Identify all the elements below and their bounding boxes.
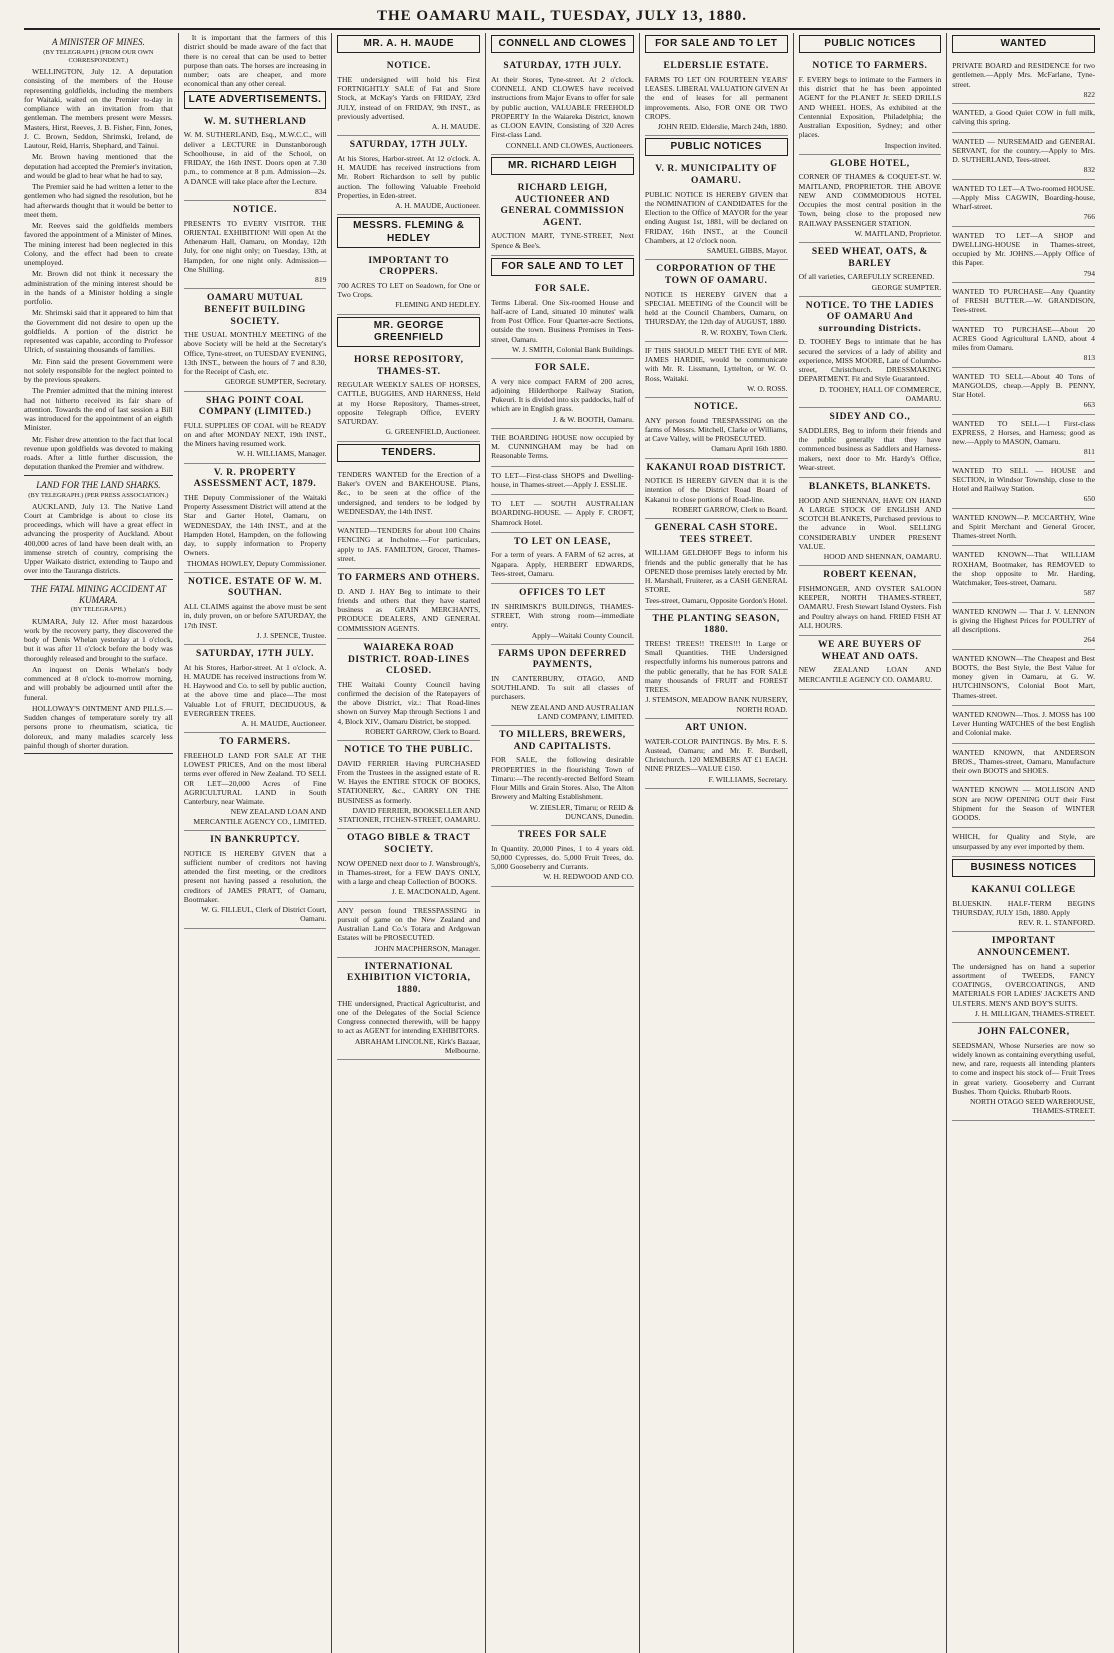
ad-heading: JOHN FALCONER,	[977, 1027, 1070, 1038]
advertisement	[184, 289, 327, 391]
columns	[24, 33, 1100, 1653]
ad-signature: DAVID FERRIER, BOOKSELLER AND STATIONER, ITCHEN-STREET, OAMARU.	[338, 805, 481, 825]
advertisement	[952, 744, 1095, 782]
advertisement	[645, 342, 788, 398]
ad-body: NOTICE IS HEREBY GIVEN that a SPECIAL MEETING of the Council will be held at the Council Chambers, Oamaru, on THURSDAY, the 12th day of AUGUST, 1880.	[644, 289, 788, 327]
advertisement	[952, 133, 1095, 180]
ad-body: NOTICE IS HEREBY GIVEN that a sufficient number of creditors not having attended the first meeting, or the creditors present not having passed a resolution, the creditors of JAMES PRATT, of Oamaru, Bootmaker.	[183, 848, 327, 904]
ad-signature: ROBERT GARROW, Clerk to Board.	[365, 726, 481, 736]
ad-signature: 794	[1083, 268, 1095, 278]
advertisement	[952, 415, 1095, 462]
ad-body: WANTED KNOWN — MOLLISON AND SON are NOW OPENING OUT their First Shipment for the Season of WINTER GOODS.	[952, 785, 1095, 823]
divider	[24, 579, 173, 580]
section-heading: MR. GEORGE GREENFIELD	[337, 317, 480, 347]
advertisement	[491, 533, 634, 584]
ad-signature: A. H. MAUDE, Auctioneer.	[395, 201, 481, 211]
ad-heading: TO FARMERS.	[219, 737, 291, 748]
column-2	[178, 33, 332, 1653]
ad-signature: 811	[1083, 447, 1095, 457]
ad-heading: CORPORATION OF THE TOWN OF OAMARU.	[656, 264, 777, 286]
section-heading: FOR SALE AND TO LET	[491, 258, 634, 276]
advertisement	[491, 359, 634, 429]
ad-body: DAVID FERRIER Having PURCHASED From the Trustees in the assigned estate of R. W. Hayes the ENTIRE STOCK OF BOOKS, STATIONERY, &c., CARRY ON THE BUSINESS as formerly.	[337, 758, 481, 805]
ad-body: WHICH, for Quality and Style, are unsurpassed by any ever imported by them.	[952, 832, 1095, 851]
ad-body: Terms Liberal. One Six-roomed House and half-acre of Land, situated 10 minutes' walk from Post Office. Four Quarter-acre Sections, outside the town. Business Premises in Tees-street, Oamaru.	[491, 297, 634, 344]
ad-body: WANTED TO SELL—1 First-class EXPRESS, 2 Horses, and Harness; good as new.—Apply to MASON, Oamaru.	[952, 418, 1095, 447]
ad-signature: 663	[1083, 400, 1095, 410]
advertisement	[491, 467, 634, 496]
advertisement	[337, 522, 480, 569]
ad-heading: V. R. PROPERTY ASSESSMENT ACT, 1879.	[193, 467, 317, 490]
ad-body: FARMS TO LET ON FOURTEEN YEARS' LEASES. LIBERAL VALUATION GIVEN At the end of leases for all permanent improvements. Also, FOR ONE OR TWO CROPS.	[644, 74, 788, 121]
ad-body: W. M. SUTHERLAND, Esq., M.W.C.C., will deliver a LECTURE in Dunstanborough Schoolhouse, in aid of the School, on FRIDAY, the 16th INST. Doors open at 7.30 p.m., to commence at 8 p.m. Admission—2s. A DANCE will take place after the Lecture.	[183, 130, 327, 186]
section-heading: PUBLIC NOTICES	[645, 138, 788, 156]
advertisement	[337, 136, 480, 215]
advertisement	[491, 57, 634, 155]
ad-signature: HOOD AND SHENNAN, OAMARU.	[823, 552, 942, 562]
section-heading: PUBLIC NOTICES	[799, 35, 942, 53]
article-paragraph: The Premier said he had written a letter to the gentlemen who had signed the resolution, but he had afterwards thought that it would be better to meet them.	[24, 182, 173, 219]
ad-heading: WE ARE BUYERS OF WHEAT AND OATS.	[818, 640, 922, 662]
ad-signature: GEORGE SUMPTER, Secretary.	[224, 377, 327, 387]
advertisement	[952, 1023, 1095, 1121]
ad-signature: G. GREENFIELD, Auctioneer.	[385, 427, 481, 437]
ad-heading: NOTICE.	[386, 61, 431, 72]
ad-heading: NOTICE.	[233, 205, 278, 216]
ad-heading: GENERAL CASH STORE. TEES STREET.	[654, 523, 778, 545]
ad-heading: V. R. MUNICIPALITY OF OAMARU.	[655, 164, 778, 187]
ad-signature: NORTH OTAGO SEED WAREHOUSE, THAMES-STREET.	[970, 1097, 1095, 1116]
advertisement	[184, 201, 327, 289]
ad-body: WANTED KNOWN—P. MCCARTHY, Wine and Spirit Merchant and General Grocer, Thames-street North.	[952, 512, 1095, 541]
ad-body: D. AND J. HAY Beg to intimate to their friends and others that they have started business as GRAIN MERCHANTS, PRODUCE DEALERS, AND GENERAL COMMISSION AGENTS.	[337, 586, 481, 633]
ad-signature: 264	[1083, 635, 1095, 645]
ad-heading: TO MILLERS, BREWERS, AND CAPITALISTS.	[499, 730, 626, 752]
ad-heading: KAKANUI ROAD DISTRICT.	[646, 462, 786, 473]
ad-body: TENDERS WANTED for the Erection of a Baker's OVEN and BAKEHOUSE. Plans, &c., to be seen at the office of the undersigned, and tenders to be lodged by WEDNESDAY, the 14th INST.	[337, 469, 481, 516]
ad-heading: ROBERT KEENAN,	[823, 570, 917, 581]
advertisement	[491, 645, 634, 726]
ad-heading: FOR SALE.	[534, 363, 590, 374]
article-paragraph: Mr. Brown did not think it necessary the administration of the mining interest should be in the hands of a Minister holding a single portfolio.	[24, 269, 173, 307]
column-5	[639, 33, 793, 1653]
ad-signature: A. H. MAUDE.	[431, 122, 481, 132]
ad-heading: NOTICE. TO THE LADIES OF OAMARU And surrounding Districts.	[805, 300, 935, 334]
advertisement	[799, 297, 942, 408]
ad-body: HOOD AND SHENNAN, HAVE ON HAND A LARGE STOCK OF ENGLISH AND SCOTCH BLANKETS, Purchased previous to the advance in Wool. SELLING CONSIDERABLY UNDER PRESENT VALUE.	[798, 495, 942, 551]
advertisement	[491, 826, 634, 887]
advertisement	[952, 881, 1095, 932]
advertisement	[952, 57, 1095, 104]
ad-body: IN CANTERBURY, OTAGO, AND SOUTHLAND. To suit all classes of purchasers.	[491, 673, 634, 702]
ad-body: WANTED — NURSEMAID and GENERAL SERVANT, for the country.—Apply to Mrs. D. SUTHERLAND, Tees-street.	[952, 136, 1095, 165]
ad-signature: JOHN MACPHERSON, Manager.	[374, 943, 481, 953]
ad-signature: SAMUEL GIBBS, Mayor.	[706, 246, 788, 256]
ad-heading: OFFICES TO LET	[519, 588, 606, 599]
advertisement	[491, 584, 634, 645]
advertisement	[337, 57, 480, 136]
ad-heading: RICHARD LEIGH, AUCTIONEER AND GENERAL COMMISSION AGENT.	[500, 182, 625, 228]
article	[24, 480, 173, 580]
advertisement	[799, 155, 942, 243]
advertisement	[337, 741, 480, 829]
ad-body: ANY person found TRESPASSING on the farms of Messrs. Mitchell, Clarke or Williams, at Cave Valley, will be PROSECUTED.	[644, 415, 788, 444]
ad-body: CORNER OF THAMES & COQUET-ST. W. MAITLAND, PROPRIETOR. THE ABOVE NEW AND COMMODIOUS HOTEL Occupies the most central position in the Town, being close to the proposed new RAILWAY PASSENGER STATION.	[798, 172, 942, 228]
article-title: LAND FOR THE LAND SHARKS.	[36, 479, 161, 490]
article-paragraph: KUMARA, July 12. After most hazardous work by the recovery party, they discovered the body of Denis Whelan yesterday at 1 o'clock, but it was after 11 o'clock before the body was thoroughly released and brought to the surface.	[24, 616, 173, 663]
article-paragraph: AUCKLAND, July 13. The Native Land Court at Cambridge is about to close its proceedings, which will have a great effect in advancing the prosperity of Auckland. About 400,000 acres of land have been dealt with, an immense stretch of country, comprising the Upper Waikato district, extending to Taupo and over into the Tauranga districts.	[24, 501, 173, 576]
ad-body: D. TOOHEY Begs to intimate that he has secured the services of a lady of ability and experience, MISS MOORE, Late of Columbo-street, Christchurch. DRESSMAKING DEPARTMENT. Fit and Style Guaranteed.	[798, 337, 942, 384]
section-heading: FOR SALE AND TO LET	[645, 35, 788, 53]
ad-signature: 813	[1083, 353, 1095, 363]
article-paragraph: The Premier admitted that the mining interest had not hitherto received its fair share of attention. Towards the end of last session a Bill was introduced for the appointment of an eighth Minister.	[24, 386, 173, 433]
ad-body: In Quantity. 20,000 Pines, 1 to 4 years old. 50,000 Cypresses, do. 5,000 Fruit Trees, do. 5,000 Gooseberry and Currants.	[491, 843, 634, 872]
ad-signature: J. J. SPENCE, Trustee.	[256, 630, 327, 640]
ad-body: THE undersigned will hold his First FORTNIGHTLY SALE of Fat and Store Stock, at McKay's Yards on FRIDAY, 23rd JULY, instead of on FRIDAY, 9th INST., as previously advertised.	[337, 74, 481, 121]
ad-body: At his Stores, Harbor-street. At 1 o'clock. A. H. MAUDE has received instructions from W. H. Haywood and Co. to sell by public auction, at the above time and place—The most Valuable Lot of FRUIT, DECIDUOUS, & EVERGREEN TREES.	[183, 662, 327, 718]
divider	[24, 753, 173, 754]
ad-signature: W. H. REDWOOD AND CO.	[543, 872, 634, 882]
ad-body: NOW OPENED next door to J. Wansbrough's, in Thames-street, for a FEW DAYS ONLY, with a large and cheap Collection of BOOKS.	[337, 858, 481, 887]
advertisement	[952, 180, 1095, 227]
ad-body: FREEHOLD LAND FOR SALE AT THE LOWEST PRICES, And on the most liberal terms ever offered in New Zealand. TO SELL OR LET—20,000 Acres of Fine AGRICULTURAL LAND in South Canterbury, near Waimate.	[183, 750, 327, 807]
ad-heading: ART UNION.	[685, 722, 748, 733]
advertisement	[799, 57, 942, 155]
ad-body: F. EVERY begs to intimate to the Farmers in this district that he has been appointed AGENT for the PLANET Jr. SEED DRILLS AND WHEEL HOES, As exhibited at the Centennial Exposition, Philadelphia; the Australian Exposition, Sydney; and other places.	[798, 74, 942, 140]
ad-signature: D. TOOHEY, HALL OF COMMERCE, OAMARU.	[819, 384, 942, 403]
ad-body: SEEDSMAN, Whose Nurseries are now so widely known as containing everything useful, new, and rare, requests all intending planters to come and inspect his stock of— Fruit Trees in great variety. Gooseberry and Currant Bushes. Thorn Quicks. Rhubarb Roots.	[952, 1040, 1095, 1096]
ad-body: WANTED, a Good Quiet COW in full milk, calving this spring.	[952, 108, 1095, 127]
ad-signature: Inspection invited.	[884, 140, 942, 150]
ad-body: IF THIS SHOULD MEET THE EYE of MR. JAMES HARDIE, would be communicate with Mr. R. Lissmann, Lyttelton, or W. O. Ross, Waitaki.	[644, 345, 788, 383]
ad-heading: BLANKETS, BLANKETS.	[808, 482, 931, 493]
article-title: THE FATAL MINING ACCIDENT AT KUMARA.	[30, 583, 167, 605]
advertisement	[952, 509, 1095, 547]
article-byline: (BY TELEGRAPH.)	[70, 606, 126, 614]
ad-signature: Oamaru April 16th 1880.	[711, 444, 788, 454]
ad-body: WANTED TO SELL — HOUSE and SECTION, in Windsor Township, close to the Hotel and Railway Station.	[952, 465, 1095, 494]
ad-heading: OAMARU MUTUAL BENEFIT BUILDING SOCIETY.	[204, 293, 306, 327]
section-heading: BUSINESS NOTICES	[952, 859, 1095, 877]
ad-heading: SEED WHEAT, OATS, & BARLEY	[811, 247, 928, 269]
ad-body: REGULAR WEEKLY SALES OF HORSES, CATTLE, BUGGIES, AND HARNESS, Held at my Horse Repository, Thames-street, opposite Telegraph Office, EVERY SATURDAY.	[337, 380, 481, 427]
advertisement	[491, 495, 634, 533]
advertisement	[337, 958, 480, 1060]
advertisement	[337, 902, 480, 958]
advertisement	[184, 645, 327, 733]
advertisement	[645, 610, 788, 719]
advertisement	[952, 227, 1095, 283]
section-heading: MESSRS. FLEMING & HEDLEY	[337, 217, 480, 247]
ad-body: NOTICE IS HEREBY GIVEN that it is the intention of the District Road Board of Kakanui to close portions of Road-line.	[644, 476, 788, 504]
advertisement	[337, 466, 480, 522]
ad-heading: NOTICE TO FARMERS.	[812, 61, 928, 72]
advertisement	[337, 351, 480, 442]
ad-heading: INTERNATIONAL EXHIBITION VICTORIA, 1880.	[346, 961, 471, 996]
ad-heading: IN BANKRUPTCY.	[210, 834, 300, 845]
ad-signature: W. G. FILLEUL, Clerk of District Court, Oamaru.	[201, 905, 327, 924]
ad-body: SADDLERS, Beg to inform their friends and the public generally that they have commenced business as Saddlers and Harness-makers, next door to Mr. Hardy's Office, Wear-street.	[798, 425, 942, 472]
ad-body: WANTED KNOWN—Thos. J. MOSS has 100 Lever Hunting WATCHES of the best English and Colonial make.	[952, 709, 1095, 738]
advertisement	[337, 252, 480, 315]
ad-heading: NOTICE. ESTATE OF W. M. SOUTHAN.	[187, 576, 323, 599]
section-heading: TENDERS.	[337, 444, 480, 462]
advertisement	[799, 566, 942, 636]
advertisement	[491, 179, 634, 256]
ad-body: FOR SALE, the following desirable PROPERTIES in the flourishing Town of Timaru:—The recently-erected Belford Steam Flour Mills and Grain Stores. Also, The Alton Brewery and Malting Establishment.	[491, 755, 634, 802]
article-paragraph: Mr. Fisher drew attention to the fact that local revenue upon goldfields was devoted to making roads. After a little further discussion, the deputation thanked the Premier and withdrew.	[24, 434, 173, 472]
column-7	[946, 33, 1100, 1653]
ad-signature: 819	[315, 275, 327, 285]
ad-signature: A. H. MAUDE, Auctioneer.	[241, 719, 327, 729]
ad-signature: J. STEMSON, MEADOW BANK NURSERY, NORTH ROAD.	[645, 695, 788, 714]
ad-signature: ABRAHAM LINCOLNE, Kirk's Bazaar, Melbourne.	[354, 1036, 481, 1055]
advertisement	[952, 368, 1095, 415]
ad-body: IN SHRIMSKI'S BUILDINGS, THAMES-STREET, With strong room—immediate entry.	[491, 601, 634, 630]
ad-heading: OTAGO BIBLE & TRACT SOCIETY.	[347, 833, 471, 856]
ad-signature: W. ZIESLER, Timaru; or REID & DUNCANS, Dunedin.	[529, 802, 634, 821]
ad-heading: ELDERSLIE ESTATE.	[663, 61, 769, 72]
ad-signature: 766	[1083, 212, 1095, 222]
ad-signature: J. H. MILLIGAN, THAMES-STREET.	[974, 1008, 1095, 1018]
ad-body: AUCTION MART, TYNE-STREET, Next Spence & Bee's.	[491, 231, 634, 250]
ad-signature: R. W. ROXBY, Town Clerk.	[701, 327, 788, 337]
article-paragraph: It is important that the farmers of this district should be made aware of the fact that there is no cereal that can be used to better purpose than oats. The horses are increasing in number; oats are cheaper, and more economical than any other cereal.	[183, 33, 327, 89]
ad-body: WANTED TO PURCHASE—About 20 ACRES Good Agricultural LAND, about 4 miles from Oamaru.	[952, 324, 1095, 353]
ad-signature: REV. R. L. STANFORD.	[1018, 918, 1095, 928]
ad-signature: F. WILLIAMS, Secretary.	[708, 774, 788, 784]
advertisement	[491, 280, 634, 359]
ad-heading: SATURDAY, 17TH JULY.	[349, 140, 468, 151]
intro-article	[184, 33, 327, 89]
ad-signature: W. H. WILLIAMS, Manager.	[236, 449, 327, 459]
ad-body: WANTED KNOWN—The Cheapest and Best BOOTS, the Best Style, the Best Value for money given in Oamaru, at G. W. HUTCHINSON'S, Colonial Boot Mart, Thames-street.	[952, 653, 1095, 700]
advertisement	[184, 392, 327, 464]
section-heading: MR. A. H. MAUDE	[337, 35, 480, 53]
ad-body: The undersigned has on hand a superior assortment of TWEEDS, FANCY COATINGS, OVERCOATINGS, AND MATERIALS FOR LADIES' JACKETS AND ULSTERS. MEN'S AND BOY'S SUITS.	[952, 961, 1095, 1008]
masthead: THE OAMARU MAIL, TUESDAY, JULY 13, 1880.	[24, 8, 1100, 30]
ad-signature: NEW ZEALAND AND AUSTRALIAN LAND COMPANY, LIMITED.	[511, 702, 634, 721]
ad-body: NEW ZEALAND LOAN AND MERCANTILE AGENCY CO. OAMARU.	[798, 665, 942, 684]
ad-signature: 822	[1083, 89, 1095, 99]
ad-body: WATER-COLOR PAINTINGS. By Mrs. F. S. Austead, Oamaru; and Mr. F. Burdsell, Christchurch. 120 MEMBERS AT £1 EACH. NINE PRIZES—VALUE £150.	[644, 736, 788, 774]
advertisement	[645, 398, 788, 459]
article-title: A MINISTER OF MINES.	[51, 37, 145, 47]
ad-signature: JOHN REID. Elderslie, March 24th, 1880.	[657, 122, 788, 132]
ad-heading: W. M. SUTHERLAND	[203, 116, 307, 127]
ad-body: BLUESKIN. HALF-TERM BEGINS THURSDAY, JULY 15th, 1880. Apply	[952, 898, 1095, 917]
column-4	[485, 33, 639, 1653]
advertisement	[952, 546, 1095, 602]
ad-heading: THE PLANTING SEASON, 1880.	[652, 613, 780, 636]
article-paragraph: Mr. Finn said the present Government were not solely responsible for the neglect pointed to by the previous speakers.	[24, 356, 173, 385]
ad-body: WANTED—TENDERS for about 100 Chains FENCING at Incholme.—For particulars, apply to JAS. FAMILTON, Grocer, Thames-street.	[337, 526, 481, 563]
ad-signature: 832	[1083, 165, 1095, 175]
advertisement	[645, 57, 788, 136]
ad-signature: W. MAITLAND, Proprietor.	[854, 228, 942, 238]
ad-body: WANTED TO LET—A Two-roomed HOUSE.—Apply Miss CAGWIN, Boarding-house, Wharf-street.	[952, 183, 1095, 212]
ad-signature: GEORGE SUMPTER.	[871, 282, 942, 292]
advertisement	[184, 733, 327, 831]
ad-body: THE Deputy Commissioner of the Waitaki Property Assessment District will attend at the Star and Garter Hotel, Oamaru, on WEDNESDAY, the 14th INST., and at the Hampden Hotel, Hampden, on the following day, to supply information to Property Owners.	[183, 492, 327, 558]
ad-heading: TO FARMERS AND OTHERS.	[337, 573, 480, 584]
ad-heading: NOTICE TO THE PUBLIC.	[344, 745, 474, 756]
ad-body: WANTED KNOWN — That J. V. LENNON is giving the Highest Prices for POULTRY of all descriptions.	[952, 606, 1095, 635]
ad-signature: CONNELL AND CLOWES, Auctioneers.	[505, 140, 634, 150]
article-paragraph: Mr. Brown having mentioned that the deputation had accepted the Premier's invitation, and would be glad to hear what he had to say,	[24, 152, 173, 180]
advertisement	[952, 603, 1095, 650]
ad-body: PRIVATE BOARD and RESIDENCE for two gentlemen.—Apply Mrs. McFarlane, Tyne-street.	[952, 61, 1095, 89]
article-paragraph: HOLLOWAY'S OINTMENT AND PILLS.— Sudden changes of temperature sorely try all persons prone to rheumatism, sciatica, tic doloreux, and many maladies scarcely less painful though of shorter duration.	[24, 703, 173, 750]
ad-body: WANTED TO LET—A SHOP and DWELLING-HOUSE in Thames-street, occupied by Mr. JOHNS.—Apply Office of this Paper.	[952, 230, 1095, 268]
advertisement	[645, 160, 788, 260]
article-paragraph: WELLINGTON, July 12. A deputation consisting of the members of the House representing goldfields, including the members for Waitaki, waited on the Premier to-day in compliance with an invitation from that gentleman. The members present were Messrs. Masters, Hirst, Reeves, J. B. Fisher, Finn, Jones, J. C. Brown, Seddon, Shrimski, Ireland, de Lautour, Reid, Harris, Shephard, and Tainui.	[24, 67, 173, 151]
ad-heading: FOR SALE.	[534, 283, 590, 294]
ad-body: WANTED TO PURCHASE—Any Quantity of FRESH BUTTER.—W. GRANDISON, Tees-street.	[952, 286, 1095, 315]
ad-signature: FLEMING AND HEDLEY.	[395, 300, 481, 310]
ad-heading: FARMS UPON DEFERRED PAYMENTS,	[498, 648, 627, 671]
advertisement	[799, 408, 942, 478]
ad-heading: NOTICE.	[694, 402, 739, 413]
ad-heading: SATURDAY, 17TH JULY.	[503, 61, 622, 72]
ad-body: THE USUAL MONTHLY MEETING of the above Society will be held at the Secretary's Office, Tyne-street, on TUESDAY EVENING, 13th INST., between the hours of 7 and 8.30, for the Receipt of Cash, etc.	[183, 330, 327, 377]
ad-body: 700 ACRES TO LET on Seadown, for One or Two Crops.	[337, 280, 481, 300]
column-1	[24, 33, 178, 1653]
ad-heading: SIDEY AND CO.,	[829, 412, 911, 423]
ad-body: At his Stores, Harbor-street. At 12 o'clock. A. H. MAUDE has received instructions from Mr. Robert Richardson to sell by public auction. The following Valuable Freehold Properties, in Eden-street.	[337, 153, 481, 200]
ad-heading: IMPORTANT TO CROPPERS.	[368, 255, 450, 278]
ad-body: PRESENTS TO EVERY VISITOR. THE ORIENTAL EXHIBITION! Will open At the Athenæum Hall, Oamaru, on Monday, 12th July, for one night only; on Tuesday, 13th, at Hampden, for one night only. Admission—One Shilling.	[183, 218, 327, 274]
ad-signature: Tees-street, Oamaru, Opposite Gordon's Hotel.	[645, 595, 788, 605]
advertisement	[491, 429, 634, 467]
ad-body: WANTED KNOWN—That WILLIAM ROXHAM, Bootmaker, has REMOVED to the shop opposite to Mr. Harding, Watchmaker, Tees-street, Oamaru.	[952, 550, 1095, 588]
ad-heading: IMPORTANT ANNOUNCEMENT.	[977, 936, 1071, 959]
advertisement	[184, 831, 327, 929]
advertisement	[952, 321, 1095, 368]
advertisement	[952, 706, 1095, 744]
ad-body: WANTED KNOWN, that ANDERSON BROS., Thames-street, Oamaru, Manufacture their own BOOTS and SHOES.	[952, 747, 1095, 776]
article-byline: (BY TELEGRAPH.) (PER PRESS ASSOCIATION.)	[28, 491, 169, 499]
ad-body: THE Waitaki County Council having confirmed the decision of the Ratepayers of the above District, viz.: That Road-lines shown on Survey Map through Sections 1 and 4, Block XIV., Oamaru District, be stopped.	[337, 679, 481, 726]
advertisement	[799, 478, 942, 566]
ad-body: ALL CLAIMS against the above must be sent in, duly proven, on or before SATURDAY, the 17th INST.	[183, 602, 327, 630]
ad-body: PUBLIC NOTICE IS HEREBY GIVEN that the NOMINATION of CANDIDATES for the Election to the Office of MAYOR for the year ending August 1st, 1881, will be declared on FRIDAY, 16th INST., at the Council Chambers, at 12 o'clock noon.	[644, 189, 788, 245]
ad-body: TO LET — SOUTH AUSTRALIAN BOARDING-HOUSE. — Apply F. CROFT, Shamrock Hotel.	[491, 499, 634, 527]
ad-body: FISHMONGER, AND OYSTER SALOON KEEPER, NORTH THAMES-STREET, OAMARU. Fresh Stewart Island Oysters. Fish and Poultry always on hand. FRIED FISH AT ALL HOURS.	[798, 583, 942, 630]
advertisement	[491, 726, 634, 826]
ad-signature: J. & W. BOOTH, Oamaru.	[552, 414, 634, 424]
advertisement	[337, 569, 480, 639]
advertisement	[184, 464, 327, 573]
ad-signature: 587	[1083, 588, 1095, 598]
ad-heading: HORSE REPOSITORY, THAMES-ST.	[353, 355, 464, 377]
ad-signature: J. E. MACDONALD, Agent.	[391, 887, 481, 897]
article	[24, 584, 173, 754]
ad-body: TO LET—First-class SHOPS and Dwelling-house, in Thames-street.—Apply J. ESSLIE.	[491, 470, 634, 489]
ad-heading: SHAG POINT COAL COMPANY (LIMITED.)	[198, 395, 312, 418]
article-paragraph: An inquest on Denis Whelan's body commenced at 8 o'clock to-morrow morning, and will probably be adjourned until after the funeral.	[24, 664, 173, 702]
ad-heading: GLOBE HOTEL,	[830, 158, 910, 169]
ad-body: Of all varieties, CAREFULLY SCREENED.	[798, 272, 935, 282]
section-heading: CONNELL AND CLOWES	[491, 35, 634, 53]
article-byline: (BY TELEGRAPH.) (FROM OUR OWN CORRESPONDENT.)	[43, 48, 154, 64]
advertisement	[645, 519, 788, 610]
article-paragraph: Mr. Reeves said the goldfields members favored the appointment of a Minister of Mines. The mining interest had been neglected in this Colony, and the effect had been to create unemployed.	[24, 221, 173, 268]
ad-body: FULL SUPPLIES OF COAL will be READY on and after MONDAY NEXT, 19th INST., the Miners having resumed work.	[183, 420, 327, 449]
advertisement	[952, 932, 1095, 1023]
column-3	[331, 33, 485, 1653]
advertisement	[799, 636, 942, 690]
advertisement	[645, 719, 788, 789]
section-heading: LATE ADVERTISEMENTS.	[184, 91, 327, 109]
divider	[24, 475, 173, 476]
ad-body: TREES! TREES!! TREES!!! In Large or Small Quantities. THE Undersigned respectfully informs his numerous patrons and the public generally, that he has FOR SALE many thousands of FRUIT and FOREST TREES.	[644, 638, 788, 695]
ad-heading: SATURDAY, 17TH JULY.	[196, 649, 315, 660]
advertisement	[645, 260, 788, 341]
article-paragraph: Mr. Shrimski said that it appeared to him that the Government did not desire to open up the goldfields. A portion of the district he represented was capable, according to Professor Ulrich, of sustaining thousands of families.	[24, 308, 173, 355]
ad-signature: 650	[1083, 494, 1095, 504]
advertisement	[184, 573, 327, 645]
advertisement	[952, 462, 1095, 509]
ad-body: THE undersigned, Practical Agriculturist, and one of the Delegates of the Social Science Congress connected therewith, will be happy to act as AGENT for intending EXHIBITORS.	[337, 998, 481, 1036]
advertisement	[952, 104, 1095, 133]
advertisement	[337, 639, 480, 741]
ad-body: At their Stores, Tyne-street. At 2 o'clock. CONNELL AND CLOWES have received instructions from Major Evans to offer for sale by public auction, VALUABLE FREEHOLD PROPERTY In the Waiareka District, known as CLOON EAVIN, Consisting of 320 Acres First-class Land.	[491, 74, 634, 140]
section-heading: MR. RICHARD LEIGH	[491, 157, 634, 175]
ad-heading: KAKANUI COLLEGE	[971, 885, 1076, 896]
ad-heading: TO LET ON LEASE,	[514, 536, 611, 547]
advertisement	[952, 781, 1095, 828]
section-heading: WANTED	[952, 35, 1095, 53]
ad-body: WANTED TO SELL—About 40 Tons of MANGOLDS, cheap.—Apply B. PENNY, Star Hotel.	[952, 371, 1095, 400]
ad-signature: W. J. SMITH, Colonial Bank Buildings.	[511, 344, 634, 354]
ad-signature: W. O. ROSS.	[747, 383, 788, 393]
article	[24, 37, 173, 476]
ad-signature: ROBERT GARROW, Clerk to Board.	[672, 504, 788, 514]
ad-heading: WAIAREKA ROAD DISTRICT. ROAD-LINES CLOSED.	[347, 642, 470, 677]
advertisement	[184, 113, 327, 201]
advertisement	[952, 283, 1095, 321]
ad-signature: Apply—Waitaki County Council.	[531, 630, 634, 640]
ad-body: THE BOARDING HOUSE now occupied by M. CUNNINGHAM may be had on Reasonable Terms.	[491, 432, 634, 461]
advertisement	[799, 243, 942, 297]
ad-body: For a term of years. A FARM of 62 acres, at Ngapara. Apply, HERBERT EDWARDS, Tees-street, Oamaru.	[491, 550, 634, 578]
advertisement	[645, 459, 788, 520]
ad-body: ANY person found TRESSPASSING in pursuit of game on the New Zealand and Australian Land Co.'s Totara and Ardgowan Estates will be PROSECUTED.	[337, 905, 481, 943]
advertisement	[952, 650, 1095, 706]
ad-body: WILLIAM GELDHOFF Begs to inform his friends and the public generally that he has OPENED those premises lately erected by Mr. H. Marshall, Fruiterer, as a CASH GENERAL STORE.	[644, 548, 788, 595]
advertisement	[952, 828, 1095, 857]
ad-heading: TREES FOR SALE	[517, 830, 608, 841]
ad-signature: THOMAS HOWLEY, Deputy Commissioner.	[186, 558, 327, 568]
ad-signature: 834	[315, 186, 327, 196]
ad-signature: NEW ZEALAND LOAN AND MERCANTILE AGENCY CO., LIMITED.	[193, 807, 327, 826]
advertisement	[337, 829, 480, 901]
ad-body: A very nice compact FARM of 200 acres, adjoining Hilderthorpe Railway Station, Pukeuri. It is divided into six paddocks, half of which are in English grass.	[491, 376, 634, 414]
column-6	[793, 33, 947, 1653]
